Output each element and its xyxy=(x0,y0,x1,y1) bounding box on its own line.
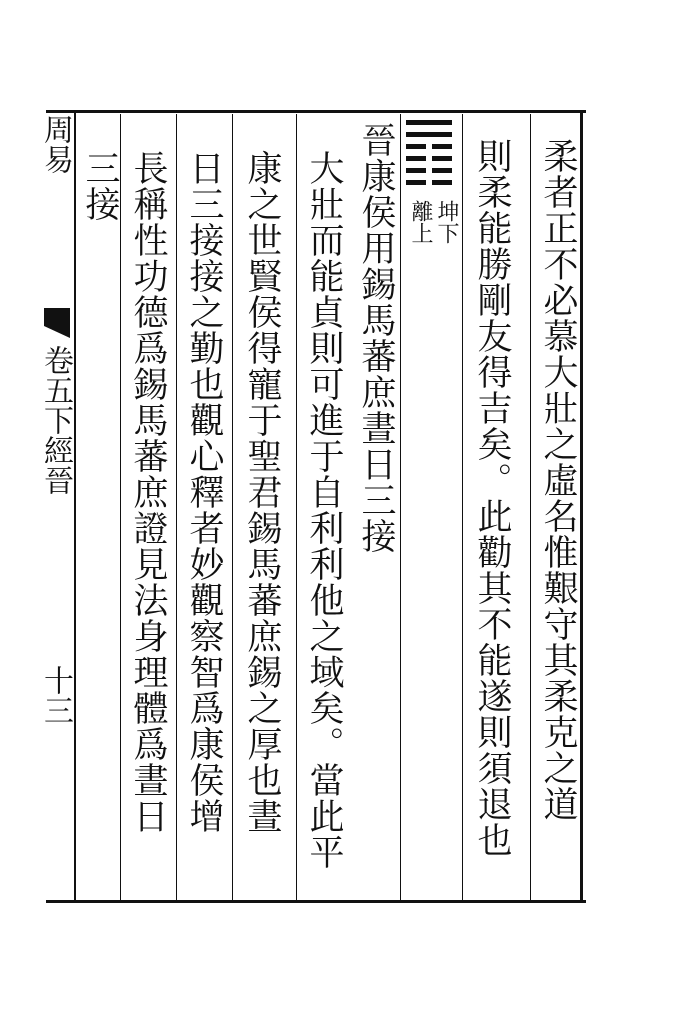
text-column-5: 康之世賢侯得寵于聖君錫馬蕃庶錫之厚也晝 xyxy=(242,150,282,834)
margin-title: 卷五下經晉 xyxy=(38,345,73,495)
margin-top-fragment: 周易 xyxy=(38,114,73,174)
text-column-4: 大壯而能貞則可進于自利利他之域矣。當此平 xyxy=(304,150,344,870)
margin-border xyxy=(74,110,76,903)
hexagram-line-1 xyxy=(406,180,452,185)
column-rule-4 xyxy=(296,114,297,900)
hexagram-line-6 xyxy=(406,120,452,125)
column-rule-2 xyxy=(462,114,463,900)
hexagram-line-2 xyxy=(406,168,452,173)
hexagram-line-3 xyxy=(406,156,452,161)
text-column-3: 晉康侯用錫馬蕃庶晝日三接 xyxy=(356,122,396,554)
fish-tail-mark xyxy=(44,308,70,338)
text-column-7: 長稱性功德爲錫馬蕃庶證見法身理體爲晝日 xyxy=(128,150,168,834)
right-border xyxy=(580,110,583,903)
column-rule-5 xyxy=(232,114,233,900)
trigram-upper-label: 離上 xyxy=(408,200,433,244)
margin-page-number: 十三 xyxy=(38,665,73,725)
text-column-8: 三接 xyxy=(80,150,120,222)
trigram-lower-label: 坤下 xyxy=(434,200,459,244)
text-column-2: 則柔能勝剛友得吉矣。此勸其不能遂則須退也 xyxy=(472,138,512,858)
text-column-1: 柔者正不必慕大壯之虛名惟艱守其柔克之道 xyxy=(538,138,578,822)
column-rule-6 xyxy=(176,114,177,900)
column-rule-1 xyxy=(530,114,531,900)
hexagram-jin xyxy=(406,120,452,192)
top-border xyxy=(46,110,586,113)
column-rule-3 xyxy=(400,114,401,900)
hexagram-line-5 xyxy=(406,132,452,137)
column-rule-7 xyxy=(120,114,121,900)
hexagram-line-4 xyxy=(406,144,452,149)
text-column-6: 日三接接之勤也觀心釋者妙觀察智爲康侯增 xyxy=(184,150,224,834)
bottom-border xyxy=(46,900,586,903)
